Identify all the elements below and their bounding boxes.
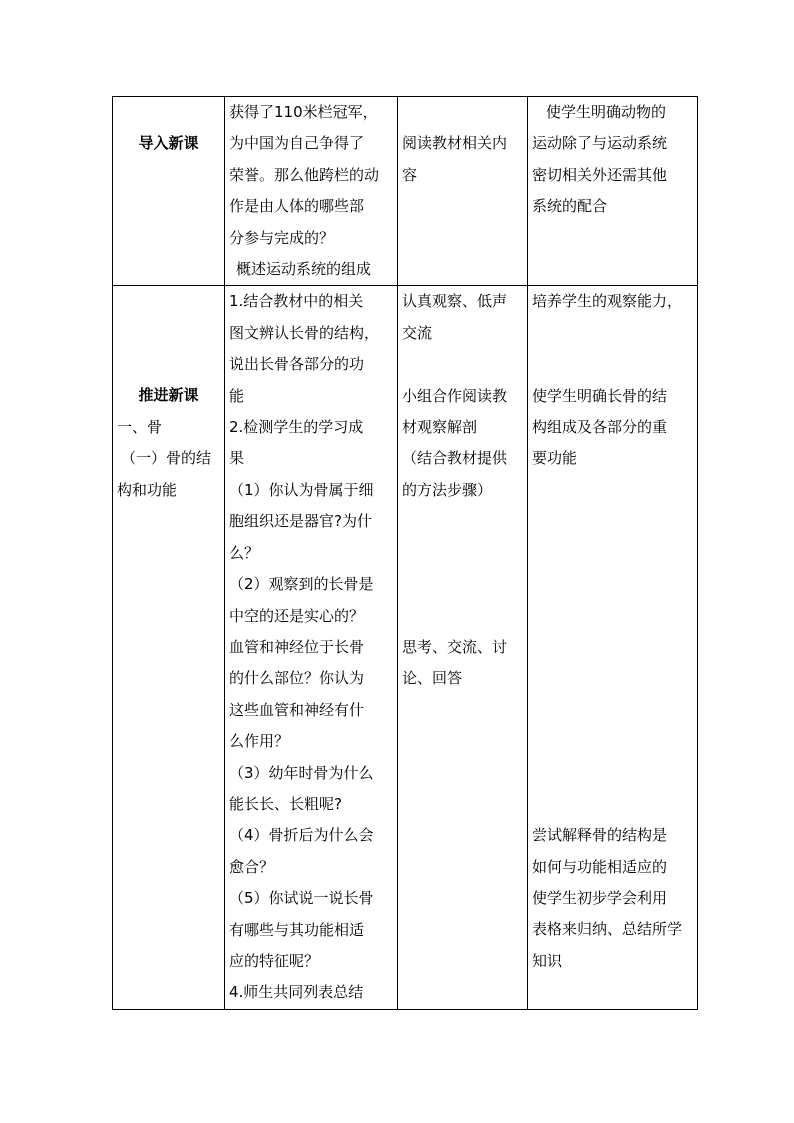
text-line: 1.结合教材中的相关 xyxy=(229,292,364,311)
text-line: 说出长骨各部分的功 xyxy=(229,355,365,374)
text-line: 胞组织还是器官?为什 xyxy=(229,512,372,531)
text-line: 的方法步骤） xyxy=(402,480,493,499)
text-line: （5）你试说一说长骨 xyxy=(229,889,374,908)
text-line: 为中国为自己争得了 xyxy=(229,134,365,153)
sub-stage-line: 构和功能 xyxy=(117,480,178,499)
text-line: 阅读教材相关内 xyxy=(402,134,508,153)
text-line: 使学生初步学会利用 xyxy=(532,888,668,907)
text-line: 表格来归纳、总结所学 xyxy=(532,920,683,939)
text-line: 小组合作阅读教 xyxy=(402,386,508,405)
text-line: 培养学生的观察能力， xyxy=(532,292,683,311)
text-line: 论、回答 xyxy=(402,669,463,688)
text-line: 有哪些与其功能相适 xyxy=(229,920,365,939)
text-line: （1）你认为骨属于细 xyxy=(229,480,374,499)
table-row xyxy=(113,97,698,286)
text-line: 4.师生共同列表总结 xyxy=(229,983,364,1002)
text-line: 血管和神经位于长骨 xyxy=(229,637,365,656)
text-line: （4）骨折后为什么会 xyxy=(229,826,374,845)
text-line: 使学生明确长骨的结 xyxy=(532,386,668,405)
student-activity-cell xyxy=(398,286,528,1009)
text-line: 运动除了与运动系统 xyxy=(532,134,668,153)
text-line: 系统的配合 xyxy=(532,197,608,216)
text-line: 能 xyxy=(229,386,245,405)
text-line: 中空的还是实心的？ xyxy=(229,606,365,625)
text-line: 材观察解剖 xyxy=(402,418,478,437)
teacher-activity-cell xyxy=(225,97,398,286)
text-line: 么作用？ xyxy=(229,732,290,751)
stage-title: 导入新课 xyxy=(138,134,199,152)
text-line: 么？ xyxy=(229,543,260,562)
text-line: （结合教材提供 xyxy=(402,449,508,468)
table-row xyxy=(113,286,698,1009)
text-line: 思考、交流、讨 xyxy=(402,637,508,656)
text-line: 获得了110米栏冠军， xyxy=(229,103,378,121)
sub-stage-line: （一）骨的结 xyxy=(121,449,212,468)
text-line: 尝试解释骨的结构是 xyxy=(532,826,668,845)
purpose-cell xyxy=(528,97,698,286)
text-line: 愈合？ xyxy=(229,857,275,876)
text-line: 交流 xyxy=(402,323,433,342)
sub-stage-line: 一、骨 xyxy=(117,417,163,436)
text-line: 应的特征呢？ xyxy=(229,951,320,970)
text-line: （3）幼年时骨为什么 xyxy=(229,763,374,782)
text-line: 能长长、长粗呢? xyxy=(229,794,342,813)
stage-cell xyxy=(113,286,225,1009)
text-line: 构组成及各部分的重 xyxy=(532,418,668,437)
lesson-plan-table xyxy=(112,96,698,1010)
text-line: 密切相关外还需其他 xyxy=(532,165,668,184)
text-line: 这些血管和神经有什 xyxy=(229,700,365,719)
text-line: 要功能 xyxy=(532,449,578,468)
text-line: 容 xyxy=(402,165,418,184)
text-line: 果 xyxy=(229,449,245,468)
stage-cell xyxy=(113,97,225,286)
student-activity-cell xyxy=(398,97,528,286)
text-line: 使学生明确动物的 xyxy=(546,103,667,121)
text-line: 2.检测学生的学习成 xyxy=(229,418,364,437)
text-line: 概述运动系统的组成 xyxy=(236,260,372,279)
teacher-activity-cell xyxy=(225,286,398,1009)
text-line: 认真观察、低声 xyxy=(402,292,508,311)
text-line: 作是由人体的哪些部 xyxy=(229,197,365,216)
text-line: 的什么部位？你认为 xyxy=(229,669,365,688)
stage-title: 推进新课 xyxy=(138,386,199,405)
text-line: 如何与功能相适应的 xyxy=(532,857,668,876)
purpose-cell xyxy=(528,286,698,1009)
text-line: 荣誉。那么他跨栏的动 xyxy=(229,165,380,184)
text-line: 图文辨认长骨的结构， xyxy=(229,323,380,342)
text-line: 知识 xyxy=(532,951,563,970)
text-line: （2）观察到的长骨是 xyxy=(229,575,374,594)
text-line: 分参与完成的？ xyxy=(229,228,335,247)
